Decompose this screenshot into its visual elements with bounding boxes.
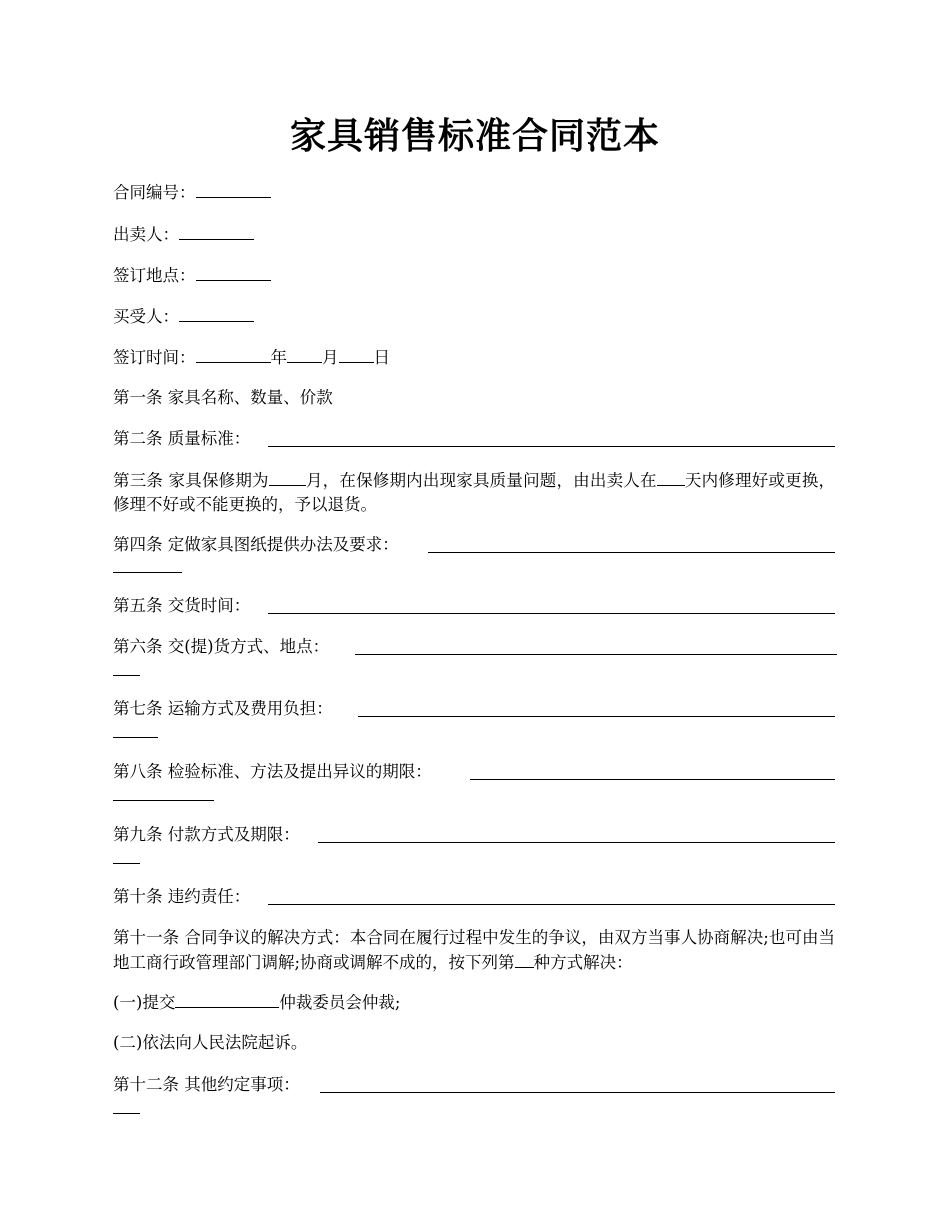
article-5-label: 第五条 交货时间： xyxy=(113,596,251,615)
article-2-blank[interactable] xyxy=(268,446,835,447)
article-12-blank[interactable] xyxy=(320,1092,835,1093)
article-10-label: 第十条 违约责任： xyxy=(113,887,251,906)
article-9 xyxy=(113,823,835,847)
year-label: 年 xyxy=(270,348,287,367)
article-4-blank-cont[interactable] xyxy=(113,572,182,573)
option-1-text-b: 仲裁委员会仲裁; xyxy=(279,993,401,1012)
article-4-blank[interactable] xyxy=(428,552,835,553)
article-8-blank[interactable] xyxy=(470,779,835,780)
contract-number-line xyxy=(113,180,835,205)
signing-place-blank[interactable] xyxy=(196,263,271,281)
signing-time-label: 签订时间： xyxy=(113,348,196,367)
arbitration-committee-blank[interactable] xyxy=(175,990,279,1008)
signing-time-line xyxy=(113,345,835,370)
buyer-blank[interactable] xyxy=(179,304,254,322)
seller-blank[interactable] xyxy=(179,222,254,240)
article-12 xyxy=(113,1073,835,1097)
article-6-blank-cont[interactable] xyxy=(113,675,140,676)
warranty-months-blank[interactable] xyxy=(269,468,306,486)
contract-number-blank[interactable] xyxy=(196,180,271,198)
article-9-blank-cont[interactable] xyxy=(113,863,140,864)
contract-number-label: 合同编号： xyxy=(113,183,196,202)
article-5-blank[interactable] xyxy=(268,613,835,614)
year-blank[interactable] xyxy=(196,345,271,363)
article-7-blank[interactable] xyxy=(358,716,835,717)
article-3-text-b: 月，在保修期内出现家具质量问题，由出卖人在 xyxy=(305,471,657,490)
month-label: 月 xyxy=(322,348,339,367)
article-8-label: 第八条 检验标准、方法及提出异议的期限： xyxy=(113,762,432,781)
buyer-label: 买受人： xyxy=(113,307,179,326)
option-1-text-a: (一)提交 xyxy=(113,993,176,1012)
article-6 xyxy=(113,635,835,659)
article-11 xyxy=(113,926,835,975)
article-7-label: 第七条 运输方式及费用负担： xyxy=(113,699,333,718)
month-blank[interactable] xyxy=(287,345,322,363)
article-3-text-c: 天内修理好或更换，修理不好或不能更换的，予以退货。 xyxy=(113,471,836,514)
article-11-text-a: 第十一条 合同争议的解决方式：本合同在履行过程中发生的争议，由双方当事人协商解决;也可由当地工商行政管理部门调解;协商或调解不成的，按下列第 xyxy=(113,928,835,972)
article-11-text-b: 种方式解决： xyxy=(533,953,633,972)
article-3 xyxy=(113,468,835,517)
article-9-label: 第九条 付款方式及期限： xyxy=(113,825,300,844)
article-2-label: 第二条 质量标准： xyxy=(113,429,251,448)
seller-label: 出卖人： xyxy=(113,225,179,244)
article-2 xyxy=(113,427,835,451)
option-2: (二)依法向人民法院起诉。 xyxy=(113,1033,308,1052)
repair-days-blank[interactable] xyxy=(657,468,685,486)
article-12-label: 第十二条 其他约定事项： xyxy=(113,1075,300,1094)
option-1 xyxy=(113,990,835,1015)
article-10-blank[interactable] xyxy=(268,904,835,905)
resolution-method-blank[interactable] xyxy=(515,950,534,968)
article-1: 第一条 家具名称、数量、价款 xyxy=(113,388,333,407)
article-12-blank-cont[interactable] xyxy=(113,1113,140,1114)
article-8 xyxy=(113,760,835,784)
article-4 xyxy=(113,533,835,557)
buyer-line xyxy=(113,304,835,329)
signing-place-line xyxy=(113,263,835,288)
article-7 xyxy=(113,697,835,721)
article-10 xyxy=(113,885,835,909)
article-6-label: 第六条 交(提)货方式、地点： xyxy=(113,637,330,656)
article-7-blank-cont[interactable] xyxy=(113,737,158,738)
signing-place-label: 签订地点： xyxy=(113,266,196,285)
article-3-text-a: 第三条 家具保修期为 xyxy=(113,471,269,490)
article-8-blank-cont[interactable] xyxy=(113,800,214,801)
day-blank[interactable] xyxy=(339,345,374,363)
document-title: 家具销售标准合同范本 xyxy=(289,115,660,157)
article-6-blank[interactable] xyxy=(355,654,837,655)
article-5 xyxy=(113,594,835,618)
day-label: 日 xyxy=(373,348,390,367)
article-9-blank[interactable] xyxy=(318,842,835,843)
seller-line xyxy=(113,222,835,247)
article-4-label: 第四条 定做家具图纸提供办法及要求： xyxy=(113,535,399,554)
